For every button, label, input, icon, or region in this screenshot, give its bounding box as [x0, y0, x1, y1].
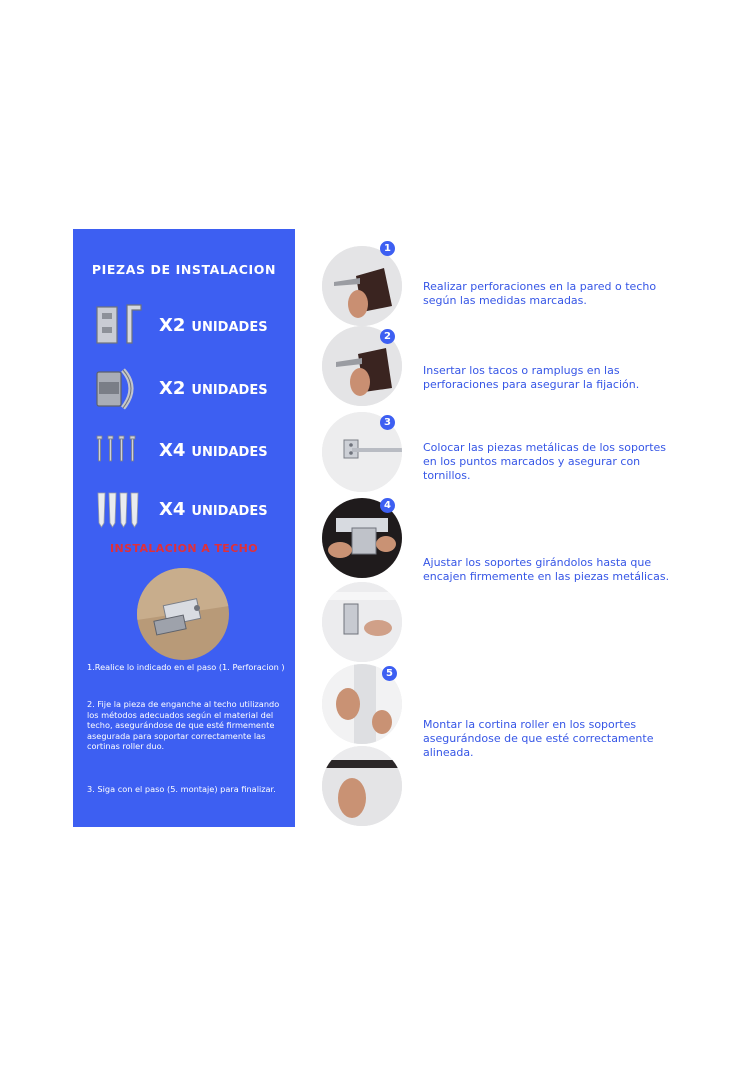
panel-title: PIEZAS DE INSTALACION	[91, 262, 277, 277]
part-unit: UNIDADES	[191, 504, 268, 519]
wall-plug-icon	[93, 485, 153, 535]
part-row-wall-plugs	[73, 485, 295, 535]
part-row-clip	[73, 364, 295, 414]
step-1-text: Realizar perforaciones en la pared o techo según las medidas marcadas.	[423, 280, 657, 307]
bracket-icon	[93, 301, 153, 351]
step-5-text: Montar la cortina roller en los soportes asegurándose de que esté correctamente alineada.	[423, 718, 654, 759]
part-unit: UNIDADES	[191, 383, 268, 398]
installation-parts-panel	[73, 229, 295, 827]
part-quantity: X2	[159, 378, 186, 399]
instruction-3: 3. Siga con el paso (5. montaje) para finalizar.	[87, 784, 276, 794]
part-row-bracket	[73, 301, 295, 351]
ceiling-installation-title: INSTALACION A TECHO	[109, 542, 259, 555]
part-quantity: X2	[159, 315, 186, 336]
instruction-1: 1.Realice lo indicado en el paso (1. Perforacion )	[87, 662, 285, 672]
step-3-badge: 3	[380, 415, 395, 430]
step-4-badge: 4	[380, 498, 395, 513]
step-2-badge: 2	[380, 329, 395, 344]
instruction-2: 2. Fije la pieza de enganche al techo utilizando los métodos adecuados según el material del techo, asegurándose de que esté firmemente asegurada para soportar correctamente las cortinas roller duo.	[87, 699, 280, 751]
clip-icon	[93, 364, 153, 414]
step-5-badge: 5	[382, 666, 397, 681]
part-quantity: X4	[159, 440, 186, 461]
step-1-photo	[322, 246, 402, 326]
step-5-detail-photo	[322, 746, 402, 826]
ceiling-installation-photo	[137, 568, 229, 660]
part-quantity: X4	[159, 499, 186, 520]
step-4-text: Ajustar los soportes girándolos hasta que encajen firmemente en las piezas metálicas.	[423, 556, 670, 583]
step-3-text: Colocar las piezas metálicas de los soportes en los puntos marcados y asegurar con tornillos.	[423, 441, 667, 482]
part-row-screws	[73, 426, 295, 476]
step-1-badge: 1	[380, 241, 395, 256]
step-2-text: Insertar los tacos o ramplugs en las perforaciones para asegurar la fijación.	[423, 364, 640, 391]
part-unit: UNIDADES	[191, 320, 268, 335]
screw-icon	[93, 426, 153, 476]
part-unit: UNIDADES	[191, 445, 268, 460]
step-4-detail-photo	[322, 582, 402, 662]
